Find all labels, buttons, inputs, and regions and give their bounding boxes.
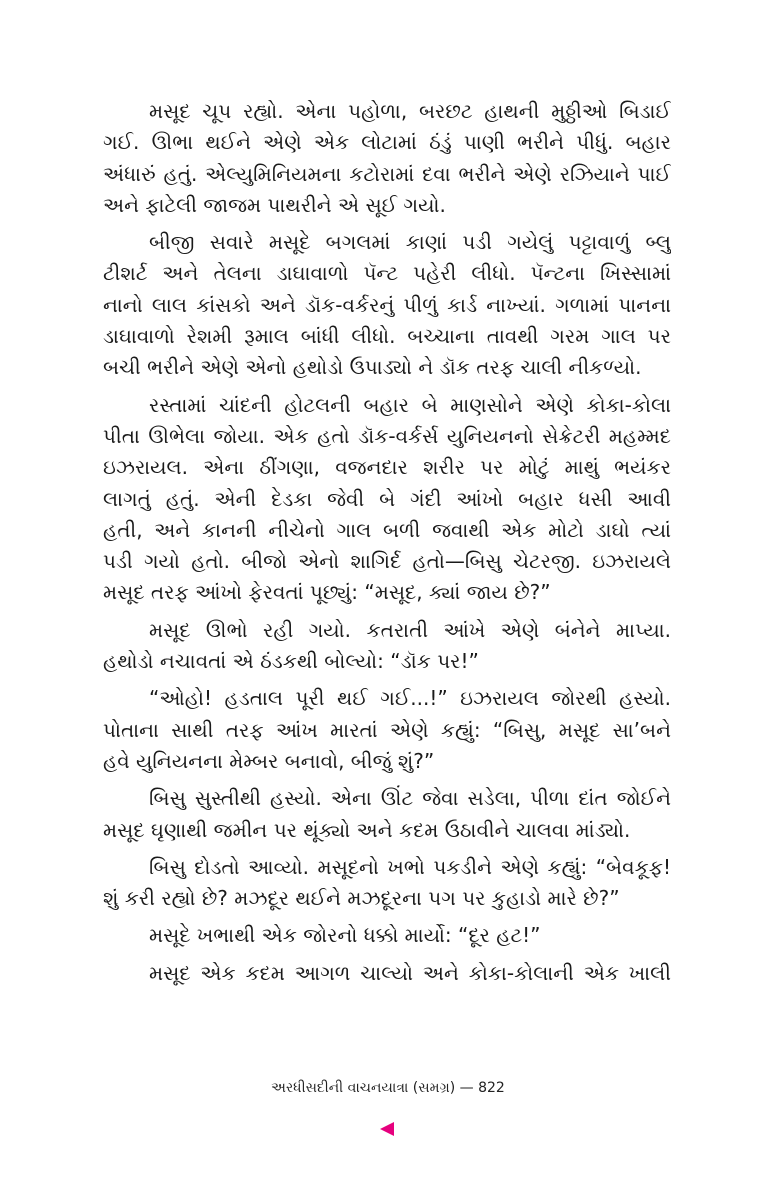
page-body-text [103, 96, 671, 995]
text-line: હથોડો નચાવતાં એ ઠંડકથી બોલ્યો: “ડૉક પર!” [103, 649, 479, 674]
text-line: હવે યુનિયનના મેમ્બર બનાવો, બીજું શું?” [103, 748, 435, 773]
footer-separator: — [459, 1080, 474, 1096]
page-footer [0, 1080, 776, 1096]
text-line: ઇઝરાયલ. એના ઠીંગણા, વજનદાર શરીર પર મોટું માથું ભયંકર [103, 455, 671, 480]
text-line: મસૂદે ખભાથી એક જોરનો ધક્કો માર્યો: “દૂર હટ!” [149, 923, 541, 948]
footer-book-title: અરધીસદીની વાચનયાત્રા (સમગ્ર) [271, 1080, 456, 1096]
text-line: અંધારું હતું. એલ્યુમિનિયમના કટોરામાં દવા ભરીને એણે રઝિયાને પાઈ [103, 161, 671, 186]
text-line: મસૂદ એક કદમ આગળ ચાલ્યો અને કોકા-કોલાની એક ખાલી [149, 960, 671, 985]
paragraph [103, 390, 671, 609]
paragraph [103, 958, 671, 989]
text-line: બીજી સવારે મસૂદે બગલમાં કાણાં પડી ગયેલું પટ્ટાવાળું બ્લુ [149, 230, 671, 255]
text-line: “ઓહો! હડતાલ પૂરી થઈ ગઈ...!” ઇઝરાયલ જોરથી હસ્યો. [149, 686, 671, 711]
footer-page-number: 822 [478, 1080, 505, 1096]
paragraph [103, 683, 671, 777]
paragraph [103, 783, 671, 846]
text-line: મસૂદ તરફ આંખો ફેરવતાં પૂછ્યું: “મસૂદ, ક્યાં જાય છે?” [103, 580, 551, 605]
paragraph [103, 852, 671, 915]
text-line: બિસુ દોડતો આવ્યો. મસૂદનો ખભો પકડીને એણે કહ્યું: “બેવકૂફ! [149, 854, 671, 879]
text-line: ડાઘાવાળો રેશમી રૂમાલ બાંધી લીધો. બચ્ચાના તાવથી ગરમ ગાલ પર [103, 324, 671, 349]
text-line: ગઈ. ઊભા થઈને એણે એક લોટામાં ઠંડું પાણી ભરીને પીધું. બહાર [103, 130, 671, 155]
text-line: બચી ભરીને એણે એનો હથોડો ઉપાડ્યો ને ડૉક તરફ ચાલી નીકળ્યો. [103, 355, 642, 380]
text-line: લાગતું હતું. એની દેડકા જેવી બે ગંદી આંખો બહાર ધસી આવી [103, 486, 671, 511]
text-line: શું કરી રહ્યો છે? મઝદૂર થઈને મઝદૂરના પગ પર કુહાડો મારે છે?” [103, 886, 620, 911]
text-line: મસૂદ ઊભો રહી ગયો. કતરાતી આંખે એણે બંનેને માપ્યા. [149, 617, 671, 642]
back-arrow-icon[interactable] [380, 1122, 394, 1136]
text-line: મસૂદ ઘૃણાથી જમીન પર થૂંક્યો અને કદમ ઉઠાવીને ચાલવા માંડ્યો. [103, 817, 631, 842]
paragraph [103, 96, 671, 221]
text-line: મસૂદ ચૂપ રહ્યો. એના પહોળા, બરછટ હાથની મુઠ્ઠીઓ બિડાઈ [149, 99, 671, 123]
text-line: નાનો લાલ કાંસકો અને ડૉક-વર્કરનું પીળું કાર્ડ નાખ્યાં. ગળામાં પાનના [103, 292, 671, 317]
text-line: પીતા ઊભેલા જોયા. એક હતો ડૉક-વર્કર્સ યુનિયનનો સેક્રેટરી મહમ્મદ [103, 423, 671, 448]
text-line: ટીશર્ટ અને તેલના ડાઘાવાળો પૅન્ટ પહેરી લીધો. પૅન્ટના ખિસ્સામાં [103, 261, 671, 286]
paragraph [103, 227, 671, 383]
text-line: હતી, અને કાનની નીચેનો ગાલ બળી જવાથી એક મોટો ડાઘો ત્યાં [103, 517, 671, 542]
text-line: અને ફાટેલી જાજમ પાથરીને એ સૂઈ ગયો. [103, 192, 446, 217]
text-line: પોતાના સાથી તરફ આંખ મારતાં એણે કહ્યું: “બિસુ, મસૂદ સા’બને [103, 717, 671, 742]
text-line: રસ્તામાં ચાંદની હોટલની બહાર બે માણસોને એણે કોકા-કોલા [149, 392, 671, 417]
paragraph [103, 615, 671, 678]
paragraph [103, 920, 671, 951]
text-line: પડી ગયો હતો. બીજો એનો શાગિર્દ હતો—બિસુ ચેટરજી. ઇઝરાયલે [103, 549, 671, 574]
text-line: બિસુ સુસ્તીથી હસ્યો. એના ઊંટ જેવા સડેલા, પીળા દાંત જોઈને [149, 786, 671, 811]
